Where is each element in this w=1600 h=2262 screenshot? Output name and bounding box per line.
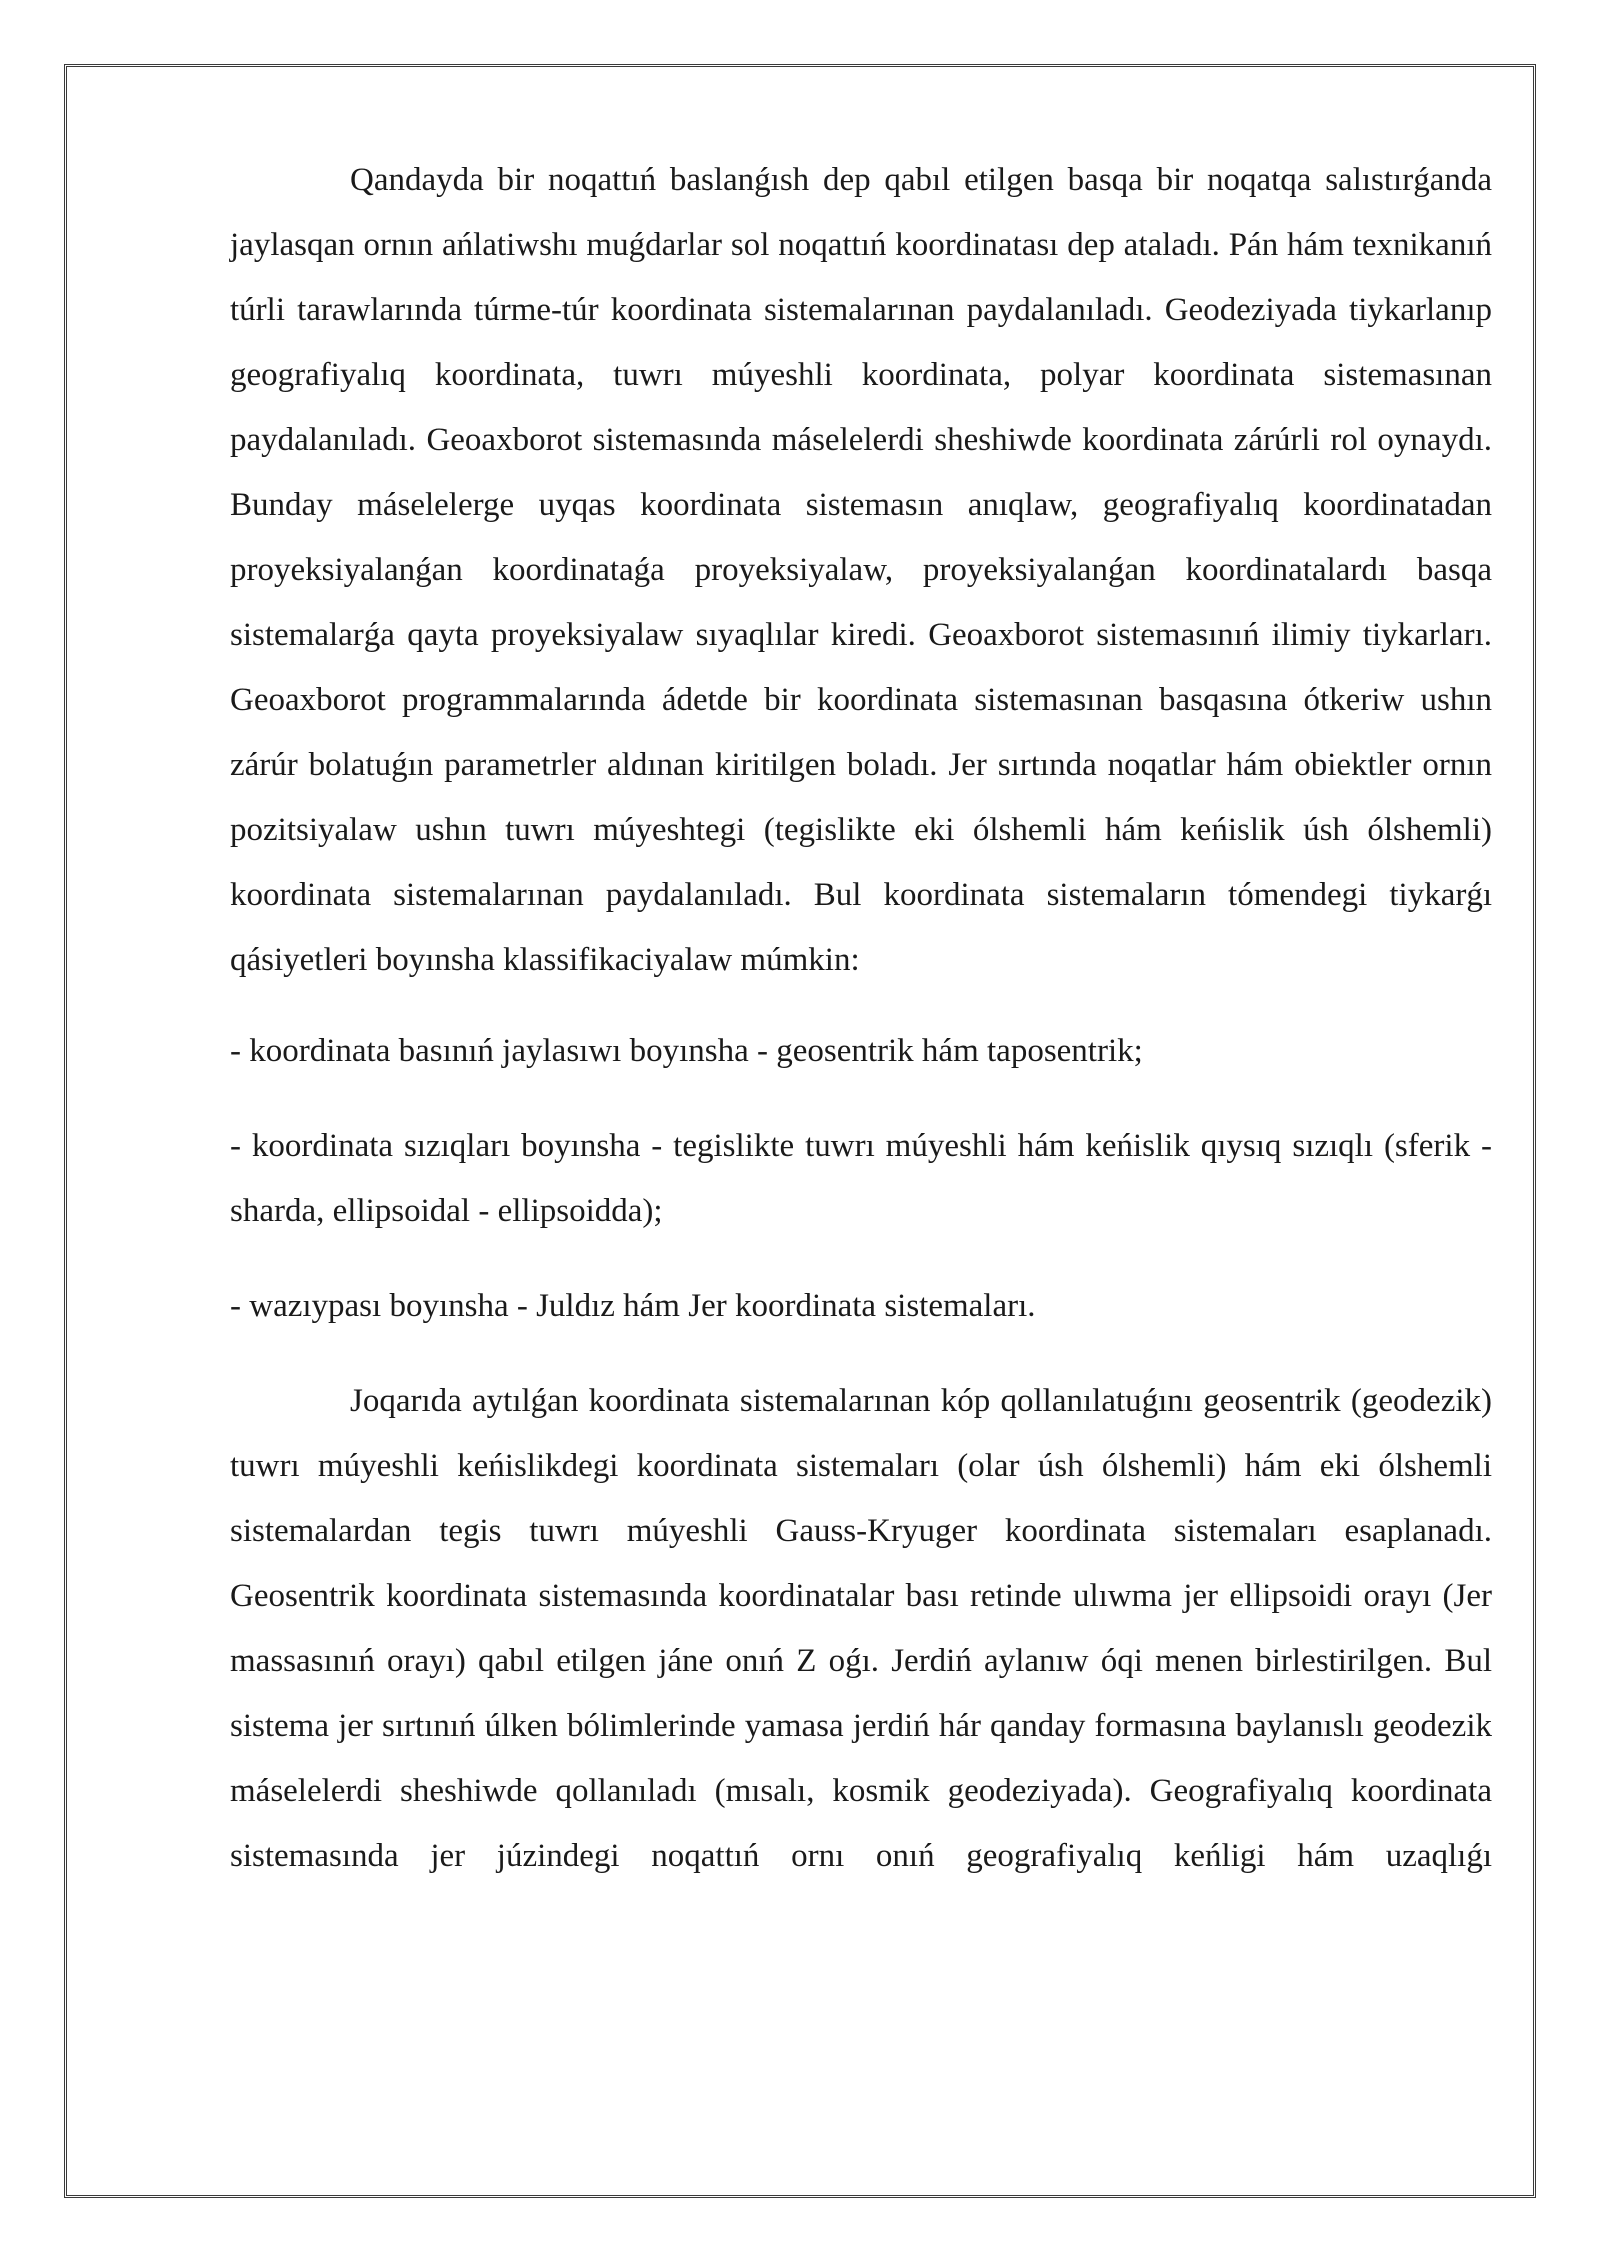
list-item-origin-location: - koordinata basınıń jaylasıwı boyınsha - geosentrik hám taposentrik; xyxy=(230,1033,1143,1069)
document-body xyxy=(230,148,1492,1889)
paragraph-coordinates-intro: Qandayda bir noqattıń baslanǵısh dep qabıl etilgen basqa bir noqatqa salıstırǵanda jaylasqan ornın ańlatiwshı muǵdarlar sol noqattıń koordinatası dep ataladı. Pán hám texnikanıń túrli tarawlarında túrme-túr koordinata sistemalarınan paydalanıladı. Geodeziyada tiykarlanıp geografiyalıq koordinata, tuwrı múyeshli koordinata, polyar koordinata sistemasınan paydalanıladı. Geoaxborot sistemasında máselelerdi sheshiwde koordinata zárúrli rol oynaydı. Bunday máselelerge uyqas koordinata sistemasın anıqlaw, geografiyalıq koordinatadan proyeksiyalanǵan koordinataǵa proyeksiyalaw, proyeksiyalanǵan koordinatalardı basqa sistemalarǵa qayta proyeksiyalaw sıyaqlılar kiredi. Geoaxborot sistemasınıń ilimiy tiykarları. Geoaxborot programmalarında ádetde bir koordinata sistemasınan basqasına ótkeriw ushın zárúr bolatuǵın parametrler aldınan kiritilgen boladı. Jer sırtında noqatlar hám obiektler ornın pozitsiyalaw ushın tuwrı múyeshtegi (tegislikte eki ólshemli hám keńislik úsh ólshemli) koordinata sistemalarınan paydalanıladı. Bul koordinata sistemaların tómendegi tiykarǵı qásiyetleri boyınsha klassifikaciyalaw múmkin: xyxy=(230,162,1492,978)
paragraph-geocentric-systems: Joqarıda aytılǵan koordinata sistemalarınan kóp qollanılatuǵını geosentrik (geodezik) tuwrı múyeshli keńislikdegi koordinata sistemaları (olar úsh ólshemli) hám eki ólshemli sistemalardan tegis tuwrı múyeshli Gauss-Kryuger koordinata sistemaları esaplanadı. Geosentrik koordinata sistemasında koordinatalar bası retinde ulıwma jer ellipsoidi orayı (Jer massasınıń orayı) qabıl etilgen jáne onıń Z oǵı. Jerdiń aylanıw óqi menen birlestirilgen. Bul sistema jer sırtınıń úlken bólimlerinde yamasa jerdiń hár qanday formasına baylanıslı geodezik máselelerdi sheshiwde qollanıladı (mısalı, kosmik geodeziyada). Geografiyalıq koordinata sistemasında jer júzindegi noqattıń ornı onıń geografiyalıq keńligi hám uzaqlıǵı xyxy=(230,1383,1492,1874)
list-item-purpose: - wazıypası boyınsha - Juldız hám Jer koordinata sistemaları. xyxy=(230,1288,1036,1324)
list-item-coordinate-lines: - koordinata sızıqları boyınsha - tegislikte tuwrı múyeshli hám keńislik qıysıq sızıqlı (sferik - sharda, ellipsoidal - ellipsoidda); xyxy=(230,1128,1492,1229)
